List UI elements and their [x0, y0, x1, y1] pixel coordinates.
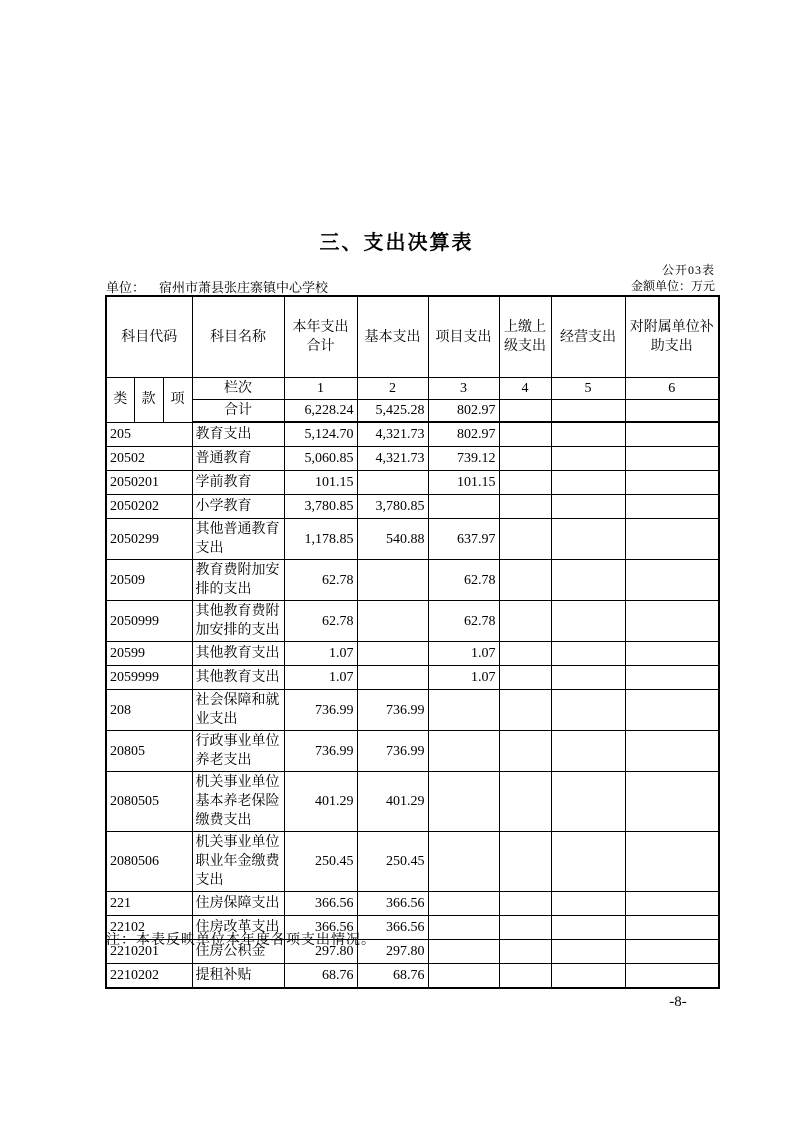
subject-code-cell: 205 [106, 422, 192, 447]
subject-code-cell: 22102 [106, 916, 192, 940]
value-cell: 401.29 [357, 772, 428, 832]
unit-name: 宿州市萧县张庄寨镇中心学校 [159, 280, 329, 295]
subject-code-cell: 2210201 [106, 940, 192, 964]
value-cell: 5,060.85 [284, 447, 357, 471]
value-cell: 739.12 [428, 447, 499, 471]
subject-name-cell: 教育费附加安排的支出 [192, 560, 284, 601]
value-cell [625, 731, 719, 772]
value-cell: 1.07 [284, 642, 357, 666]
value-cell: 1.07 [428, 642, 499, 666]
value-cell [551, 690, 625, 731]
subject-code-cell: 20805 [106, 731, 192, 772]
table-row [106, 772, 719, 832]
value-cell: 366.56 [357, 916, 428, 940]
value-cell: 62.78 [284, 601, 357, 642]
header-total-expenditure: 本年支出合计 [284, 296, 357, 378]
value-cell [428, 832, 499, 892]
value-cell: 802.97 [428, 422, 499, 447]
value-cell: 736.99 [284, 731, 357, 772]
table-row [106, 601, 719, 642]
value-cell [551, 772, 625, 832]
value-cell [499, 832, 551, 892]
value-cell: 68.76 [357, 964, 428, 989]
value-cell [499, 601, 551, 642]
value-cell [428, 690, 499, 731]
value-cell [625, 916, 719, 940]
unit-line [106, 277, 715, 296]
header-subject-name: 科目名称 [192, 296, 284, 378]
value-cell: 62.78 [428, 601, 499, 642]
value-cell: 68.76 [284, 964, 357, 989]
page-title: 三、支出决算表 [319, 232, 474, 254]
value-cell [499, 447, 551, 471]
table-row [106, 471, 719, 495]
value-cell [551, 601, 625, 642]
subject-name-cell: 其他教育费附加安排的支出 [192, 601, 284, 642]
value-cell [357, 560, 428, 601]
subject-name-cell: 住房公积金 [192, 940, 284, 964]
value-cell [625, 832, 719, 892]
subject-name-cell: 其他教育支出 [192, 666, 284, 690]
value-cell [499, 422, 551, 447]
value-cell [625, 690, 719, 731]
value-cell [428, 964, 499, 989]
value-cell: 3,780.85 [284, 495, 357, 519]
value-cell: 297.80 [284, 940, 357, 964]
value-cell: 637.97 [428, 519, 499, 560]
value-cell: 62.78 [428, 560, 499, 601]
value-cell [625, 642, 719, 666]
value-cell [551, 666, 625, 690]
table-code-label: 公开03表 [661, 263, 715, 277]
value-cell [551, 731, 625, 772]
value-cell [499, 519, 551, 560]
value-cell [625, 495, 719, 519]
value-cell: 4,321.73 [357, 447, 428, 471]
value-cell [499, 916, 551, 940]
page-number: -8- [669, 994, 687, 1010]
total-value: 5,425.28 [357, 400, 428, 423]
value-cell: 297.80 [357, 940, 428, 964]
subject-name-cell: 行政事业单位养老支出 [192, 731, 284, 772]
value-cell: 736.99 [284, 690, 357, 731]
table-row [106, 560, 719, 601]
value-cell [551, 940, 625, 964]
value-cell: 366.56 [284, 892, 357, 916]
subject-code-cell: 20509 [106, 560, 192, 601]
header-subject-code: 科目代码 [106, 296, 192, 378]
value-cell [551, 560, 625, 601]
value-cell [499, 495, 551, 519]
subject-name-cell: 教育支出 [192, 422, 284, 447]
value-cell [357, 471, 428, 495]
subject-code-cell: 2050299 [106, 519, 192, 560]
value-cell [499, 642, 551, 666]
total-value: 6,228.24 [284, 400, 357, 423]
subject-name-cell: 社会保障和就业支出 [192, 690, 284, 731]
total-value [625, 400, 719, 423]
column-number: 4 [499, 378, 551, 400]
value-cell [428, 892, 499, 916]
total-value: 802.97 [428, 400, 499, 423]
value-cell [625, 560, 719, 601]
value-cell [551, 916, 625, 940]
header-row-main [106, 296, 719, 378]
column-number: 1 [284, 378, 357, 400]
value-cell [625, 772, 719, 832]
subject-code-cell: 2080506 [106, 832, 192, 892]
column-number: 2 [357, 378, 428, 400]
value-cell [625, 892, 719, 916]
subject-code-cell: 2050999 [106, 601, 192, 642]
value-cell [551, 495, 625, 519]
value-cell: 62.78 [284, 560, 357, 601]
subject-name-cell: 住房改革支出 [192, 916, 284, 940]
value-cell [499, 940, 551, 964]
subject-name-cell: 其他普通教育支出 [192, 519, 284, 560]
value-cell [551, 422, 625, 447]
header-upper-level-expenditure: 上缴上级支出 [499, 296, 551, 378]
subcol-section: 款 [134, 378, 163, 423]
value-cell [499, 666, 551, 690]
value-cell [499, 892, 551, 916]
value-cell: 736.99 [357, 690, 428, 731]
table-row [106, 422, 719, 447]
subcol-item: 项 [163, 378, 192, 423]
value-cell [499, 772, 551, 832]
header-row-columns [106, 378, 719, 400]
subject-code-cell: 2210202 [106, 964, 192, 989]
value-cell [551, 471, 625, 495]
value-cell: 1.07 [428, 666, 499, 690]
subject-name-cell: 住房保障支出 [192, 892, 284, 916]
subject-name-cell: 其他教育支出 [192, 642, 284, 666]
subject-code-cell: 2059999 [106, 666, 192, 690]
total-value [551, 400, 625, 423]
value-cell [428, 731, 499, 772]
total-value [499, 400, 551, 423]
value-cell [499, 690, 551, 731]
header-basic-expenditure: 基本支出 [357, 296, 428, 378]
table-row [106, 690, 719, 731]
value-cell: 736.99 [357, 731, 428, 772]
table-row [106, 964, 719, 989]
subject-name-cell: 学前教育 [192, 471, 284, 495]
subject-name-cell: 机关事业单位职业年金缴费支出 [192, 832, 284, 892]
column-number: 6 [625, 378, 719, 400]
table-row [106, 731, 719, 772]
value-cell [357, 642, 428, 666]
column-number: 5 [551, 378, 625, 400]
value-cell: 4,321.73 [357, 422, 428, 447]
value-cell: 250.45 [284, 832, 357, 892]
value-cell [551, 642, 625, 666]
value-cell [428, 940, 499, 964]
subject-name-cell: 小学教育 [192, 495, 284, 519]
table-note: 注：本表反映单位本年度各项支出情况。 [106, 933, 376, 948]
value-cell: 101.15 [428, 471, 499, 495]
value-cell [499, 964, 551, 989]
value-cell [499, 471, 551, 495]
value-cell [625, 471, 719, 495]
subject-code-cell: 20502 [106, 447, 192, 471]
table-row [106, 642, 719, 666]
value-cell: 101.15 [284, 471, 357, 495]
table-row [106, 447, 719, 471]
value-cell: 3,780.85 [357, 495, 428, 519]
expenditure-table [105, 295, 720, 989]
value-cell [625, 964, 719, 989]
subject-name-cell: 机关事业单位基本养老保险缴费支出 [192, 772, 284, 832]
subject-name-cell: 提租补贴 [192, 964, 284, 989]
value-cell [625, 447, 719, 471]
value-cell [428, 495, 499, 519]
rank-label: 栏次 [192, 378, 284, 400]
table-body [106, 422, 719, 988]
value-cell [551, 832, 625, 892]
value-cell [551, 519, 625, 560]
subject-code-cell: 208 [106, 690, 192, 731]
subject-code-cell: 20599 [106, 642, 192, 666]
value-cell: 5,124.70 [284, 422, 357, 447]
total-label: 合计 [192, 400, 284, 423]
header-subsidy-expenditure: 对附属单位补助支出 [625, 296, 719, 378]
value-cell [357, 666, 428, 690]
table-row [106, 666, 719, 690]
table-row [106, 495, 719, 519]
value-cell [625, 666, 719, 690]
value-cell [625, 519, 719, 560]
unit-label: 单位： [106, 280, 146, 295]
value-cell [499, 731, 551, 772]
column-number: 3 [428, 378, 499, 400]
value-cell [551, 964, 625, 989]
table-row [106, 892, 719, 916]
subject-code-cell: 2050201 [106, 471, 192, 495]
value-cell [551, 447, 625, 471]
value-cell: 366.56 [284, 916, 357, 940]
value-cell: 1,178.85 [284, 519, 357, 560]
table-row [106, 832, 719, 892]
header-project-expenditure: 项目支出 [428, 296, 499, 378]
value-cell [428, 916, 499, 940]
value-cell [428, 772, 499, 832]
value-cell [551, 892, 625, 916]
subject-code-cell: 2050202 [106, 495, 192, 519]
subject-code-cell: 221 [106, 892, 192, 916]
subject-code-cell: 2080505 [106, 772, 192, 832]
subject-name-cell: 普通教育 [192, 447, 284, 471]
value-cell [625, 601, 719, 642]
value-cell: 540.88 [357, 519, 428, 560]
value-cell [625, 940, 719, 964]
subcol-class: 类 [106, 378, 134, 423]
value-cell: 366.56 [357, 892, 428, 916]
value-cell [625, 422, 719, 447]
header-operating-expenditure: 经营支出 [551, 296, 625, 378]
value-cell: 250.45 [357, 832, 428, 892]
value-cell [357, 601, 428, 642]
total-row [106, 400, 719, 423]
value-cell [499, 560, 551, 601]
amount-unit-label: 金额单位：万元 [630, 279, 715, 293]
value-cell: 401.29 [284, 772, 357, 832]
table-row [106, 519, 719, 560]
value-cell: 1.07 [284, 666, 357, 690]
